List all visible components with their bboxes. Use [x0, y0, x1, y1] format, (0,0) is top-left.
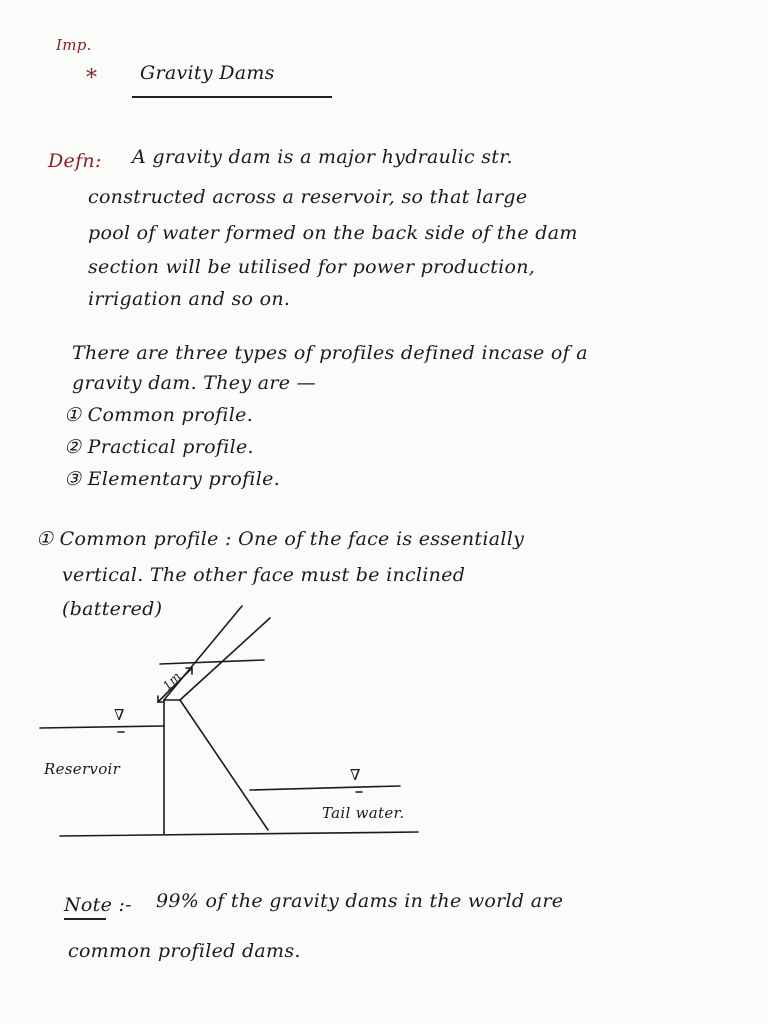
ground-line	[60, 832, 418, 836]
definition-line-1: A gravity dam is a major hydraulic str.	[132, 146, 513, 168]
imp-label: Imp.	[56, 36, 92, 54]
downstream-inclined-face	[180, 700, 268, 830]
definition-line-4: section will be utilised for power production,	[88, 256, 536, 278]
dimension-label: 1m	[159, 669, 184, 693]
common-profile-line-1: ① Common profile : One of the face is essentially	[36, 528, 525, 550]
profiles-intro-line-2: gravity dam. They are —	[72, 372, 316, 394]
definition-line-5: irrigation and so on.	[88, 288, 291, 310]
definition-line-2: constructed across a reservoir, so that large	[88, 186, 528, 208]
common-profile-line-2: vertical. The other face must be inclined	[62, 564, 466, 586]
note-underline	[64, 918, 106, 920]
tail-water-line	[250, 786, 400, 790]
note-line-2: common profiled dams.	[68, 940, 301, 962]
bullet-star-icon: *	[86, 66, 98, 91]
note-line-1: 99% of the gravity dams in the world are	[156, 890, 564, 912]
reference-line	[160, 660, 264, 664]
common-profile-line-3: (battered)	[62, 598, 163, 620]
reservoir-label: Reservoir	[44, 760, 121, 778]
definition-label: Defn:	[48, 150, 102, 172]
profile-list-item-3: ③ Elementary profile.	[64, 468, 281, 490]
reservoir-water-line	[40, 726, 164, 728]
reservoir-water-symbol: ∇	[114, 706, 125, 724]
note-label: Note :-	[64, 894, 132, 916]
profile-list-item-2: ② Practical profile.	[64, 436, 254, 458]
profile-list-item-1: ① Common profile.	[64, 404, 254, 426]
batter-line-lower	[180, 618, 270, 700]
page-title: Gravity Dams	[140, 62, 275, 84]
profiles-intro-line-1: There are three types of profiles defined incase of a	[72, 342, 588, 364]
tailwater-water-symbol: ∇	[350, 766, 361, 784]
definition-line-3: pool of water formed on the back side of the dam	[88, 222, 578, 244]
tailwater-label: Tail water.	[322, 804, 405, 822]
